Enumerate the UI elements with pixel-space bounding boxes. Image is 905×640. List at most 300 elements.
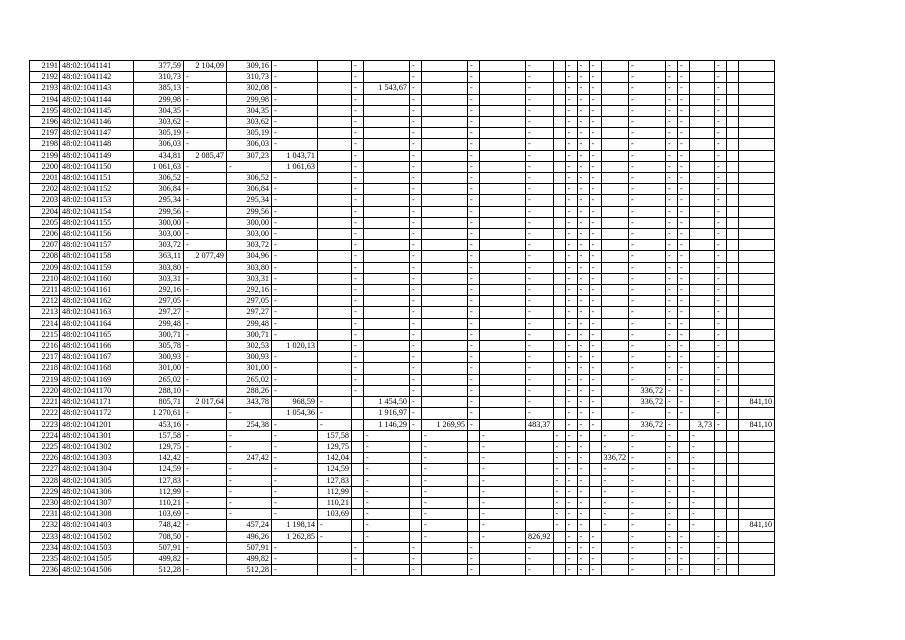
value-cell: - [227, 161, 272, 172]
value-cell: - [666, 486, 678, 497]
value-cell: - [553, 497, 565, 508]
value-cell [690, 184, 715, 195]
value-cell [739, 318, 775, 329]
row-number-cell: 2229 [30, 486, 60, 497]
value-cell [526, 497, 554, 508]
value-cell: - [589, 296, 601, 307]
value-cell: - [690, 430, 715, 441]
value-cell: 1 262,85 [272, 531, 318, 542]
value-cell: - [589, 150, 601, 161]
table-row [30, 542, 775, 553]
value-cell: 968,59 [272, 397, 318, 408]
value-cell [739, 565, 775, 576]
value-cell: 299,56 [227, 206, 272, 217]
value-cell [739, 72, 775, 83]
value-cell [601, 139, 629, 150]
value-cell: - [589, 240, 601, 251]
value-cell [553, 117, 565, 128]
value-cell [364, 240, 410, 251]
value-cell: 157,58 [134, 430, 184, 441]
value-cell: - [468, 408, 480, 419]
value-cell [601, 184, 629, 195]
value-cell: - [184, 509, 227, 520]
value-cell [601, 161, 629, 172]
value-cell [553, 553, 565, 564]
value-cell: - [410, 285, 422, 296]
value-cell: 303,72 [227, 240, 272, 251]
value-cell: - [422, 520, 468, 531]
row-number-cell: 2208 [30, 251, 60, 262]
value-cell: 265,02 [227, 374, 272, 385]
value-cell: - [272, 94, 318, 105]
value-cell [739, 553, 775, 564]
value-cell: - [468, 341, 480, 352]
value-cell: - [577, 240, 589, 251]
value-cell [727, 150, 739, 161]
value-cell: - [184, 553, 227, 564]
value-cell [480, 329, 526, 340]
value-cell: 288,10 [134, 385, 184, 396]
value-cell: - [364, 497, 410, 508]
value-cell [690, 285, 715, 296]
value-cell: 303,62 [134, 117, 184, 128]
value-cell [468, 430, 480, 441]
value-cell [690, 565, 715, 576]
value-cell: - [666, 296, 678, 307]
cadastral-number-cell: 48:02:1041168 [60, 363, 134, 374]
value-cell: - [553, 520, 565, 531]
value-cell [318, 117, 352, 128]
value-cell [739, 184, 775, 195]
value-cell: - [468, 94, 480, 105]
value-cell [468, 520, 480, 531]
table-row [30, 374, 775, 385]
value-cell [690, 139, 715, 150]
value-cell: 129,75 [318, 441, 352, 452]
value-cell: 300,71 [134, 329, 184, 340]
value-cell: 363,11 [134, 251, 184, 262]
value-cell: - [629, 464, 666, 475]
value-cell [601, 318, 629, 329]
value-cell: - [184, 453, 227, 464]
value-cell: - [184, 565, 227, 576]
value-cell: - [272, 419, 318, 430]
value-cell: - [184, 105, 227, 116]
value-cell: 110,21 [134, 497, 184, 508]
value-cell [422, 161, 468, 172]
value-cell: - [184, 352, 227, 363]
value-cell: - [629, 565, 666, 576]
value-cell: - [565, 397, 577, 408]
value-cell: - [422, 486, 468, 497]
value-cell [727, 520, 739, 531]
value-cell [364, 307, 410, 318]
value-cell [480, 83, 526, 94]
value-cell [690, 83, 715, 94]
value-cell: - [715, 217, 727, 228]
value-cell: - [577, 61, 589, 72]
cadastral-number-cell: 48:02:1041144 [60, 94, 134, 105]
value-cell [739, 296, 775, 307]
value-cell: - [184, 542, 227, 553]
value-cell: - [272, 217, 318, 228]
value-cell: 300,93 [134, 352, 184, 363]
value-cell [352, 397, 364, 408]
value-cell: - [526, 408, 554, 419]
table-row [30, 128, 775, 139]
value-cell [727, 139, 739, 150]
value-cell [715, 497, 727, 508]
value-cell [318, 83, 352, 94]
value-cell: - [715, 139, 727, 150]
value-cell: - [468, 240, 480, 251]
value-cell [589, 486, 601, 497]
value-cell: - [422, 509, 468, 520]
value-cell: - [629, 273, 666, 284]
value-cell: - [318, 397, 352, 408]
value-cell: - [410, 83, 422, 94]
value-cell [553, 240, 565, 251]
value-cell: - [184, 374, 227, 385]
row-number-cell: 2236 [30, 565, 60, 576]
value-cell: - [629, 329, 666, 340]
value-cell: - [410, 72, 422, 83]
value-cell: - [184, 94, 227, 105]
value-cell [318, 262, 352, 273]
value-cell: - [589, 553, 601, 564]
value-cell [480, 262, 526, 273]
value-cell: - [666, 520, 678, 531]
value-cell: - [480, 486, 526, 497]
value-cell: - [565, 352, 577, 363]
value-cell [480, 139, 526, 150]
value-cell [690, 161, 715, 172]
value-cell: - [577, 307, 589, 318]
value-cell [553, 565, 565, 576]
value-cell: - [678, 307, 690, 318]
value-cell: - [565, 329, 577, 340]
value-cell: - [410, 565, 422, 576]
value-cell: - [577, 72, 589, 83]
value-cell [739, 161, 775, 172]
value-cell: 129,75 [134, 441, 184, 452]
value-cell: - [629, 475, 666, 486]
value-cell [739, 430, 775, 441]
value-cell: - [678, 408, 690, 419]
value-cell: - [577, 94, 589, 105]
table-row [30, 486, 775, 497]
value-cell: 2 017,64 [184, 397, 227, 408]
row-number-cell: 2194 [30, 94, 60, 105]
value-cell [678, 464, 690, 475]
value-cell [480, 195, 526, 206]
value-cell [422, 128, 468, 139]
value-cell [589, 509, 601, 520]
value-cell [727, 318, 739, 329]
value-cell: - [352, 553, 364, 564]
value-cell: - [526, 341, 554, 352]
value-cell: - [666, 273, 678, 284]
value-cell: 304,96 [227, 251, 272, 262]
value-cell [480, 206, 526, 217]
value-cell [553, 318, 565, 329]
value-cell: - [468, 419, 480, 430]
value-cell: - [666, 397, 678, 408]
cadastral-number-cell: 48:02:1041502 [60, 531, 134, 542]
value-cell: 343,78 [227, 397, 272, 408]
value-cell: - [715, 352, 727, 363]
value-cell: - [601, 441, 629, 452]
cadastral-number-cell: 48:02:1041505 [60, 553, 134, 564]
value-cell: - [678, 229, 690, 240]
value-cell: 127,83 [318, 475, 352, 486]
value-cell [318, 565, 352, 576]
value-cell: - [577, 195, 589, 206]
value-cell: - [410, 273, 422, 284]
value-cell: - [352, 565, 364, 576]
value-cell [480, 285, 526, 296]
value-cell: - [678, 385, 690, 396]
value-cell: - [526, 251, 554, 262]
value-cell: 2 077,49 [184, 251, 227, 262]
value-cell: - [715, 385, 727, 396]
value-cell [364, 229, 410, 240]
value-cell [318, 184, 352, 195]
value-cell: - [565, 117, 577, 128]
row-number-cell: 2215 [30, 329, 60, 340]
value-cell: - [666, 531, 678, 542]
table-row [30, 475, 775, 486]
value-cell [553, 542, 565, 553]
value-cell: 292,16 [134, 285, 184, 296]
value-cell: - [352, 329, 364, 340]
value-cell: - [352, 61, 364, 72]
value-cell [553, 307, 565, 318]
value-cell: 303,31 [134, 273, 184, 284]
cadastral-number-cell: 48:02:1041305 [60, 475, 134, 486]
value-cell: 708,50 [134, 531, 184, 542]
value-cell [480, 240, 526, 251]
value-cell [318, 139, 352, 150]
value-cell: - [526, 217, 554, 228]
row-number-cell: 2218 [30, 363, 60, 374]
value-cell: - [422, 464, 468, 475]
value-cell: 300,00 [227, 217, 272, 228]
value-cell: 142,04 [318, 453, 352, 464]
value-cell: - [184, 441, 227, 452]
value-cell: - [468, 128, 480, 139]
value-cell: 302,08 [227, 83, 272, 94]
value-cell [727, 565, 739, 576]
value-cell: - [184, 161, 227, 172]
value-cell: - [690, 509, 715, 520]
value-cell: - [352, 385, 364, 396]
row-number-cell: 2201 [30, 173, 60, 184]
value-cell [727, 475, 739, 486]
value-cell: - [715, 251, 727, 262]
value-cell: - [410, 229, 422, 240]
value-cell: - [565, 385, 577, 396]
value-cell: - [272, 509, 318, 520]
value-cell [318, 105, 352, 116]
value-cell: - [352, 262, 364, 273]
value-cell [727, 251, 739, 262]
value-cell: - [526, 307, 554, 318]
value-cell: - [352, 94, 364, 105]
value-cell [364, 217, 410, 228]
value-cell: - [272, 486, 318, 497]
value-cell: - [715, 408, 727, 419]
value-cell [364, 61, 410, 72]
value-cell [526, 475, 554, 486]
value-cell: - [629, 307, 666, 318]
table-row [30, 72, 775, 83]
value-cell [422, 352, 468, 363]
value-cell: - [272, 128, 318, 139]
value-cell: - [410, 61, 422, 72]
value-cell [690, 385, 715, 396]
value-cell: - [565, 273, 577, 284]
value-cell [480, 229, 526, 240]
value-cell: - [601, 497, 629, 508]
value-cell: 112,99 [134, 486, 184, 497]
value-cell [553, 385, 565, 396]
row-number-cell: 2204 [30, 206, 60, 217]
value-cell [739, 206, 775, 217]
value-cell: - [553, 430, 565, 441]
value-cell [601, 296, 629, 307]
value-cell [727, 419, 739, 430]
value-cell: 124,59 [134, 464, 184, 475]
value-cell: - [184, 419, 227, 430]
table-row [30, 139, 775, 150]
value-cell: - [364, 430, 410, 441]
row-number-cell: 2228 [30, 475, 60, 486]
value-cell [468, 486, 480, 497]
value-cell: - [272, 206, 318, 217]
table-row [30, 83, 775, 94]
value-cell: - [352, 352, 364, 363]
value-cell: - [184, 173, 227, 184]
value-cell [364, 285, 410, 296]
value-cell [715, 509, 727, 520]
value-cell: - [715, 341, 727, 352]
table-row [30, 397, 775, 408]
value-cell: - [184, 229, 227, 240]
value-cell: - [565, 419, 577, 430]
value-cell: - [227, 497, 272, 508]
value-cell: - [352, 184, 364, 195]
value-cell [318, 273, 352, 284]
value-cell [727, 105, 739, 116]
value-cell [678, 520, 690, 531]
value-cell: - [565, 296, 577, 307]
table-row [30, 251, 775, 262]
value-cell: - [352, 150, 364, 161]
value-cell: - [678, 61, 690, 72]
value-cell: - [690, 453, 715, 464]
value-cell: - [577, 184, 589, 195]
value-cell: - [678, 273, 690, 284]
value-cell: - [666, 72, 678, 83]
cadastral-number-cell: 48:02:1041306 [60, 486, 134, 497]
cadastral-number-cell: 48:02:1041308 [60, 509, 134, 520]
value-cell [678, 509, 690, 520]
value-cell: - [526, 105, 554, 116]
value-cell: - [352, 307, 364, 318]
value-cell: 1 543,67 [364, 83, 410, 94]
value-cell: - [577, 565, 589, 576]
value-cell [678, 441, 690, 452]
cadastral-number-cell: 48:02:1041164 [60, 318, 134, 329]
value-cell [318, 61, 352, 72]
value-cell [422, 329, 468, 340]
value-cell [422, 285, 468, 296]
value-cell [601, 251, 629, 262]
value-cell [601, 531, 629, 542]
cadastral-number-cell: 48:02:1041166 [60, 341, 134, 352]
value-cell [526, 486, 554, 497]
value-cell: - [629, 520, 666, 531]
value-cell [352, 441, 364, 452]
value-cell: - [715, 195, 727, 206]
value-cell [480, 352, 526, 363]
value-cell [690, 94, 715, 105]
value-cell: - [272, 475, 318, 486]
value-cell: - [601, 464, 629, 475]
value-cell: - [422, 441, 468, 452]
value-cell [364, 173, 410, 184]
value-cell [690, 296, 715, 307]
cadastral-number-cell: 48:02:1041149 [60, 150, 134, 161]
value-cell [727, 184, 739, 195]
value-cell: 304,35 [134, 105, 184, 116]
value-cell: - [318, 408, 352, 419]
value-cell: - [184, 497, 227, 508]
value-cell [480, 318, 526, 329]
value-cell: - [526, 139, 554, 150]
value-cell: - [184, 296, 227, 307]
value-cell: 306,03 [134, 139, 184, 150]
table-row [30, 184, 775, 195]
value-cell [739, 307, 775, 318]
row-number-cell: 2196 [30, 117, 60, 128]
value-cell [589, 441, 601, 452]
value-cell [601, 262, 629, 273]
value-cell [690, 105, 715, 116]
row-number-cell: 2211 [30, 285, 60, 296]
value-cell: - [422, 475, 468, 486]
value-cell [739, 217, 775, 228]
value-cell: - [715, 553, 727, 564]
value-cell: - [589, 273, 601, 284]
cadastral-number-cell: 48:02:1041301 [60, 430, 134, 441]
value-cell: - [468, 273, 480, 284]
value-cell [364, 542, 410, 553]
value-cell: - [468, 72, 480, 83]
value-cell: 3,73 [690, 419, 715, 430]
value-cell: 385,13 [134, 83, 184, 94]
value-cell: - [468, 363, 480, 374]
value-cell [739, 195, 775, 206]
value-cell: - [666, 240, 678, 251]
value-cell [553, 217, 565, 228]
value-cell: - [422, 430, 468, 441]
value-cell: - [678, 363, 690, 374]
table-row [30, 229, 775, 240]
value-cell: - [410, 206, 422, 217]
value-cell: - [184, 385, 227, 396]
